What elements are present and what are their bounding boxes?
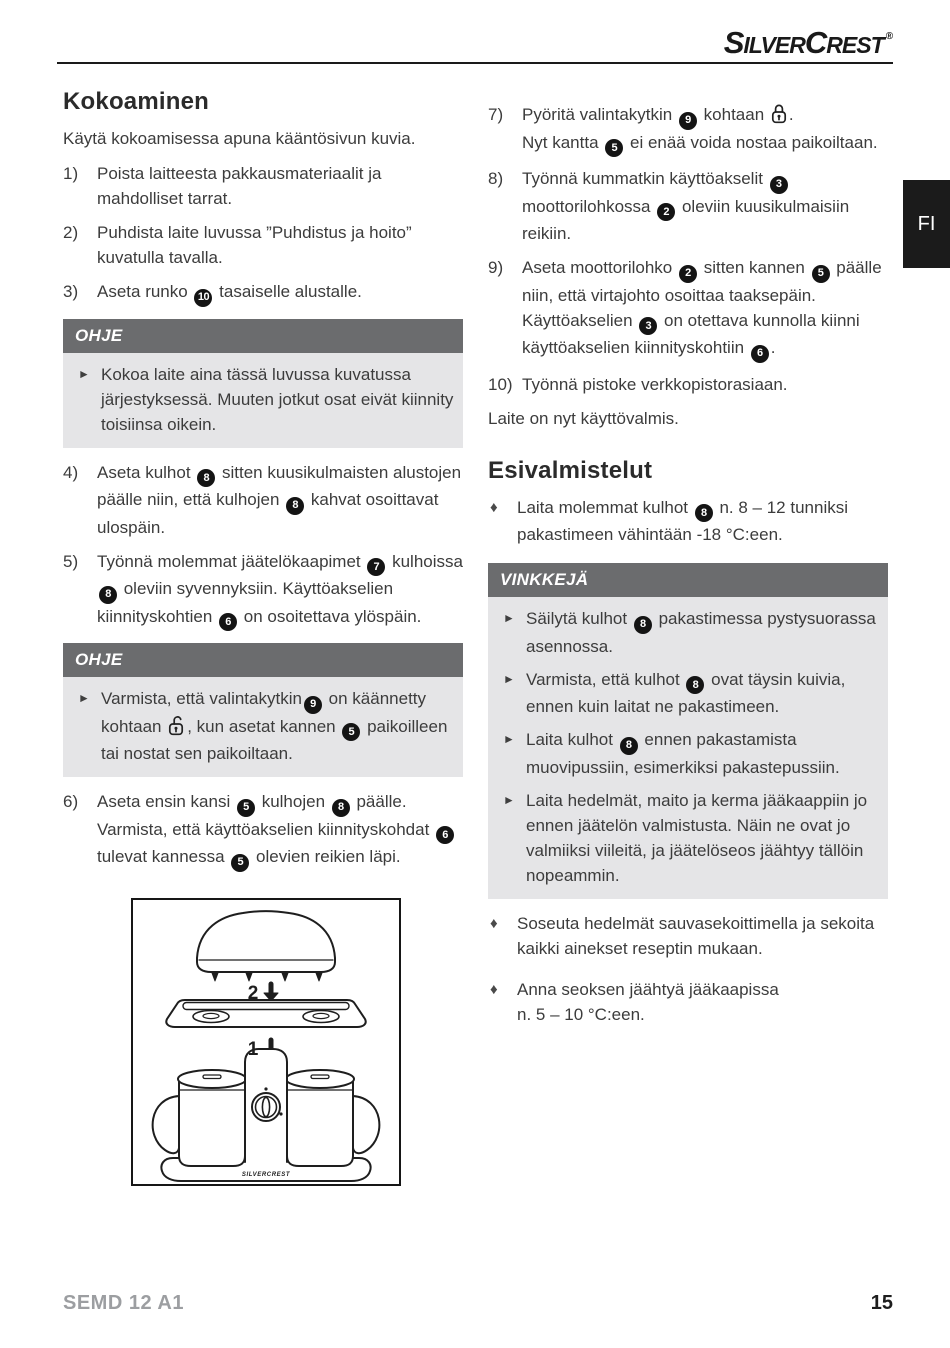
step-text: Poista laitteesta pakkausmateriaalit ja mahdolliset tarrat. [97,164,382,208]
step-item-7 [488,102,888,157]
tips-box-vinkkeja [488,563,888,899]
step-item-6 [63,789,463,872]
arrow-bullet-icon: ► [78,691,90,705]
assembly-figure-frame [131,898,401,1186]
step-text: Aseta kulhot 8 sitten kuusikulmaisten alustojen päälle niin, että kulhojen 8 kahvat osoittavat ulospäin. [97,462,462,537]
part-number-badge: 8 [286,497,304,515]
bullet-text: Laita molemmat kulhot 8 n. 8 – 12 tunniksi pakastimeen vähintään -18 °C:een. [517,497,849,544]
section-title-esivalmistelut: Esivalmistelut [488,456,653,484]
step-number: 3) [63,282,79,301]
part-number-badge: 5 [342,723,360,741]
note-body [63,677,463,777]
step-text: Työnnä pistoke verkkopistorasiaan. [522,374,788,394]
figure-step-2-label: 2 [247,982,259,1004]
step-text: Aseta runko 10 tasaiselle alustalle. [97,279,463,307]
part-number-badge: 3 [770,176,788,194]
step-item-9 [488,255,888,363]
step-number: 6) [63,792,79,811]
step-text: Työnnä molemmat jäätelökaapimet 7 kulhoissa 8 oleviin syvennyksiin. Käyttöakselien kiinnityskohtien 6 on osoitettava ylöspäin. [97,549,463,632]
header-divider [57,62,893,64]
step-number: 2) [63,223,79,242]
tip-text: Laita kulhot 8 ennen pakastamista muovipussiin, esimerkiksi pakastepussiin. [526,730,840,777]
note-title: OHJE [63,643,463,677]
part-number-badge: 8 [99,586,117,604]
tips-body [488,597,888,899]
part-number-badge: 8 [686,676,704,694]
note-text: Varmista, että valintakytkin 9 on käännetty kohtaan , kun asetat kannen 5 paikoilleen tai nostat sen paikoiltaan. [101,689,448,763]
logo-text: ILVER [743,32,805,58]
part-number-badge: 8 [695,504,713,522]
step-text: Puhdista laite luvussa ”Puhdistus ja hoito” kuvatulla tavalla. [97,223,412,267]
step-item-8 [488,166,888,246]
step-number: 1) [63,164,79,183]
device-illustration [133,900,399,1184]
tip-item [492,667,880,720]
language-tab-fi [903,180,950,268]
step-text: Aseta ensin kansi 5 kulhojen 8 päälle. Varmista, että käyttöakselien kiinnityskohdat 6 tulevat kannessa 5 olevien reikien läpi. [97,789,463,872]
step-item-3 [63,279,463,307]
bullet-text: Anna seoksen jäähtyä jääkaapissa n. 5 – 10 °C:een. [517,979,779,1024]
part-number-badge: 5 [605,139,623,157]
diamond-bullet-icon: ♦ [490,980,498,998]
ready-text: Laite on nyt käyttövalmis. [488,408,679,428]
tips-title: VINKKEJÄ [488,563,888,597]
tip-text: Säilytä kulhot 8 pakastimessa pystysuorassa asennossa. [526,609,876,656]
note-item [67,362,455,437]
bullet-item [488,911,888,961]
step-item-4 [63,460,463,540]
note-box-ohje-1 [63,319,463,448]
step-number: 4) [63,462,79,482]
silvercrest-logo [724,20,893,66]
part-number-badge: 2 [679,265,697,283]
logo-text: C [804,25,827,60]
figure-brand-label: SILVERCREST [241,1171,291,1178]
part-number-badge: 5 [237,799,255,817]
part-number-badge: 8 [197,469,215,487]
part-number-badge: 6 [219,613,237,631]
step-text: Aseta moottorilohko 2 sitten kannen 5 päälle niin, että virtajohto osoittaa taaksepäin. Käyttöakselien 3 on otettava kunnolla kiinni käyttöakselien kiinnityskohtiin 6 . [522,255,888,363]
footer-model-number: SEMD 12 A1 [63,1292,184,1314]
bullet-text: Soseuta hedelmät sauvasekoittimella ja sekoita kaikki ainekset reseptin mukaan. [517,913,875,958]
arrow-bullet-icon: ► [503,792,515,807]
step-item-1 [63,161,463,211]
lock-open-icon [168,715,185,736]
diamond-bullet-icon: ♦ [490,914,498,932]
arrow-bullet-icon: ► [78,366,90,381]
arrow-bullet-icon: ► [503,732,515,746]
tip-item [492,727,880,780]
step-text: Pyöritä valintakytkin 9 kohtaan . Nyt kantta 5 ei enää voida nostaa paikoiltaan. [522,102,888,157]
part-number-badge: 9 [304,696,322,714]
step-number: 10) [488,374,513,394]
part-number-badge: 6 [751,345,769,363]
section-title-kokoaminen: Kokoaminen [63,88,210,115]
step-text: Työnnä kummatkin käyttöakselit 3 moottorilohkossa 2 oleviin kuusikulmaisiin reikiin. [522,169,850,243]
part-number-badge: 9 [679,112,697,130]
bullet-item [488,495,888,548]
part-number-badge: 3 [639,317,657,335]
right-column [488,102,888,1043]
part-number-badge: 5 [231,854,249,872]
step-item-2 [63,220,463,270]
step-number: 8) [488,169,504,188]
note-text: Kokoa laite aina tässä luvussa kuvatussa järjestyksessä. Muuten jotkut osat eivät kiinnity toisiinsa oikein. [101,364,454,434]
step-item-5 [63,549,463,632]
intro-text: Käytä kokoamisessa apuna kääntösivun kuvia. [63,129,416,148]
note-body [63,353,463,448]
step-number: 7) [488,105,504,124]
step-number: 5) [63,551,79,571]
left-column [63,88,463,1186]
logo-text: S [723,25,744,60]
lock-closed-icon [771,104,787,124]
registered-mark: ® [885,31,893,42]
note-title: OHJE [63,319,463,353]
tip-text: Varmista, että kulhot 8 ovat täysin kuivia, ennen kuin laitat ne pakastimeen. [526,669,846,716]
tip-item [492,788,880,888]
note-item [67,686,455,766]
page-number: 15 [870,1292,893,1314]
part-number-badge: 8 [620,737,638,755]
part-number-badge: 2 [657,203,675,221]
tip-text: Laita hedelmät, maito ja kerma jääkaappiin jo ennen jäätelön valmistusta. Näin ne ovat jo valmiiksi viileitä, ja jäätelöseos jäähtyy tällöin nopeammin. [526,790,868,885]
figure-step-1-label: 1 [247,1038,259,1060]
language-tab-label: FI [917,212,936,235]
part-number-badge: 5 [812,265,830,283]
note-box-ohje-2 [63,643,463,777]
part-number-badge: 10 [194,289,212,307]
step-item-10 [488,372,888,397]
arrow-bullet-icon: ► [503,611,515,625]
step-number: 9) [488,258,504,277]
part-number-badge: 7 [367,558,385,576]
arrow-bullet-icon: ► [503,671,515,686]
part-number-badge: 8 [332,799,350,817]
tip-item [492,606,880,659]
part-number-badge: 6 [436,826,454,844]
bullet-item [488,977,888,1027]
diamond-bullet-icon: ♦ [490,498,498,516]
part-number-badge: 8 [634,616,652,634]
logo-text: REST [826,32,884,58]
